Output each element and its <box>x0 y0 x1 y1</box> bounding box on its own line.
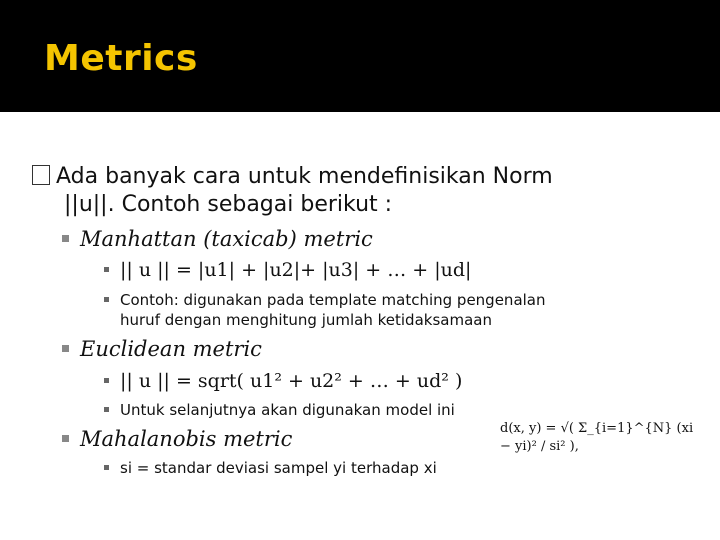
intro-line-2: ||u||. Contoh sebagai berikut : <box>64 192 393 217</box>
manhattan-note-line2: huruf dengan menghitung jumlah ketidaksamaan <box>120 311 492 329</box>
bullet-icon <box>32 165 50 185</box>
manhattan-formula-text: || u || = |u1| + |u2|+ |u3| + … + |ud| <box>120 259 472 281</box>
manhattan-note <box>120 290 546 310</box>
euclidean-note-text: Untuk selanjutnya akan digunakan model ini <box>120 401 455 419</box>
bullet-icon <box>104 267 109 272</box>
bullet-icon <box>62 435 69 442</box>
mahalanobis-note <box>120 458 437 478</box>
mahalanobis-note-text: si = standar deviasi sampel yi terhadap xi <box>120 459 437 477</box>
intro-line-1 <box>32 163 553 191</box>
euclidean-note <box>120 400 455 420</box>
euclidean-formula-text: || u || = sqrt( u1² + u2² + … + ud² ) <box>120 370 463 392</box>
euclidean-formula <box>120 371 462 391</box>
mahalanobis-formula-text: d(x, y) = √( Σ_{i=1}^{N} (xi − yi)² / si² ), <box>500 421 694 454</box>
mahalanobis-formula <box>500 420 700 456</box>
bullet-icon <box>62 235 69 242</box>
slide-title: Metrics <box>44 38 198 79</box>
title-bar <box>0 0 720 112</box>
intro-text-1: Ada banyak cara untuk mendefinisikan Norm <box>56 164 553 189</box>
euclidean-heading <box>80 337 262 361</box>
mahalanobis-heading-text: Mahalanobis metric <box>80 427 293 451</box>
manhattan-heading <box>80 227 373 251</box>
euclidean-heading-text: Euclidean metric <box>80 337 262 361</box>
bullet-icon <box>104 465 109 470</box>
bullet-icon <box>104 407 109 412</box>
bullet-icon <box>104 297 109 302</box>
mahalanobis-heading <box>80 427 292 451</box>
manhattan-formula <box>120 260 471 280</box>
manhattan-heading-text: Manhattan (taxicab) metric <box>80 227 373 251</box>
manhattan-note-line1: Contoh: digunakan pada template matching pengenalan <box>120 291 546 309</box>
bullet-icon <box>62 345 69 352</box>
bullet-icon <box>104 378 109 383</box>
